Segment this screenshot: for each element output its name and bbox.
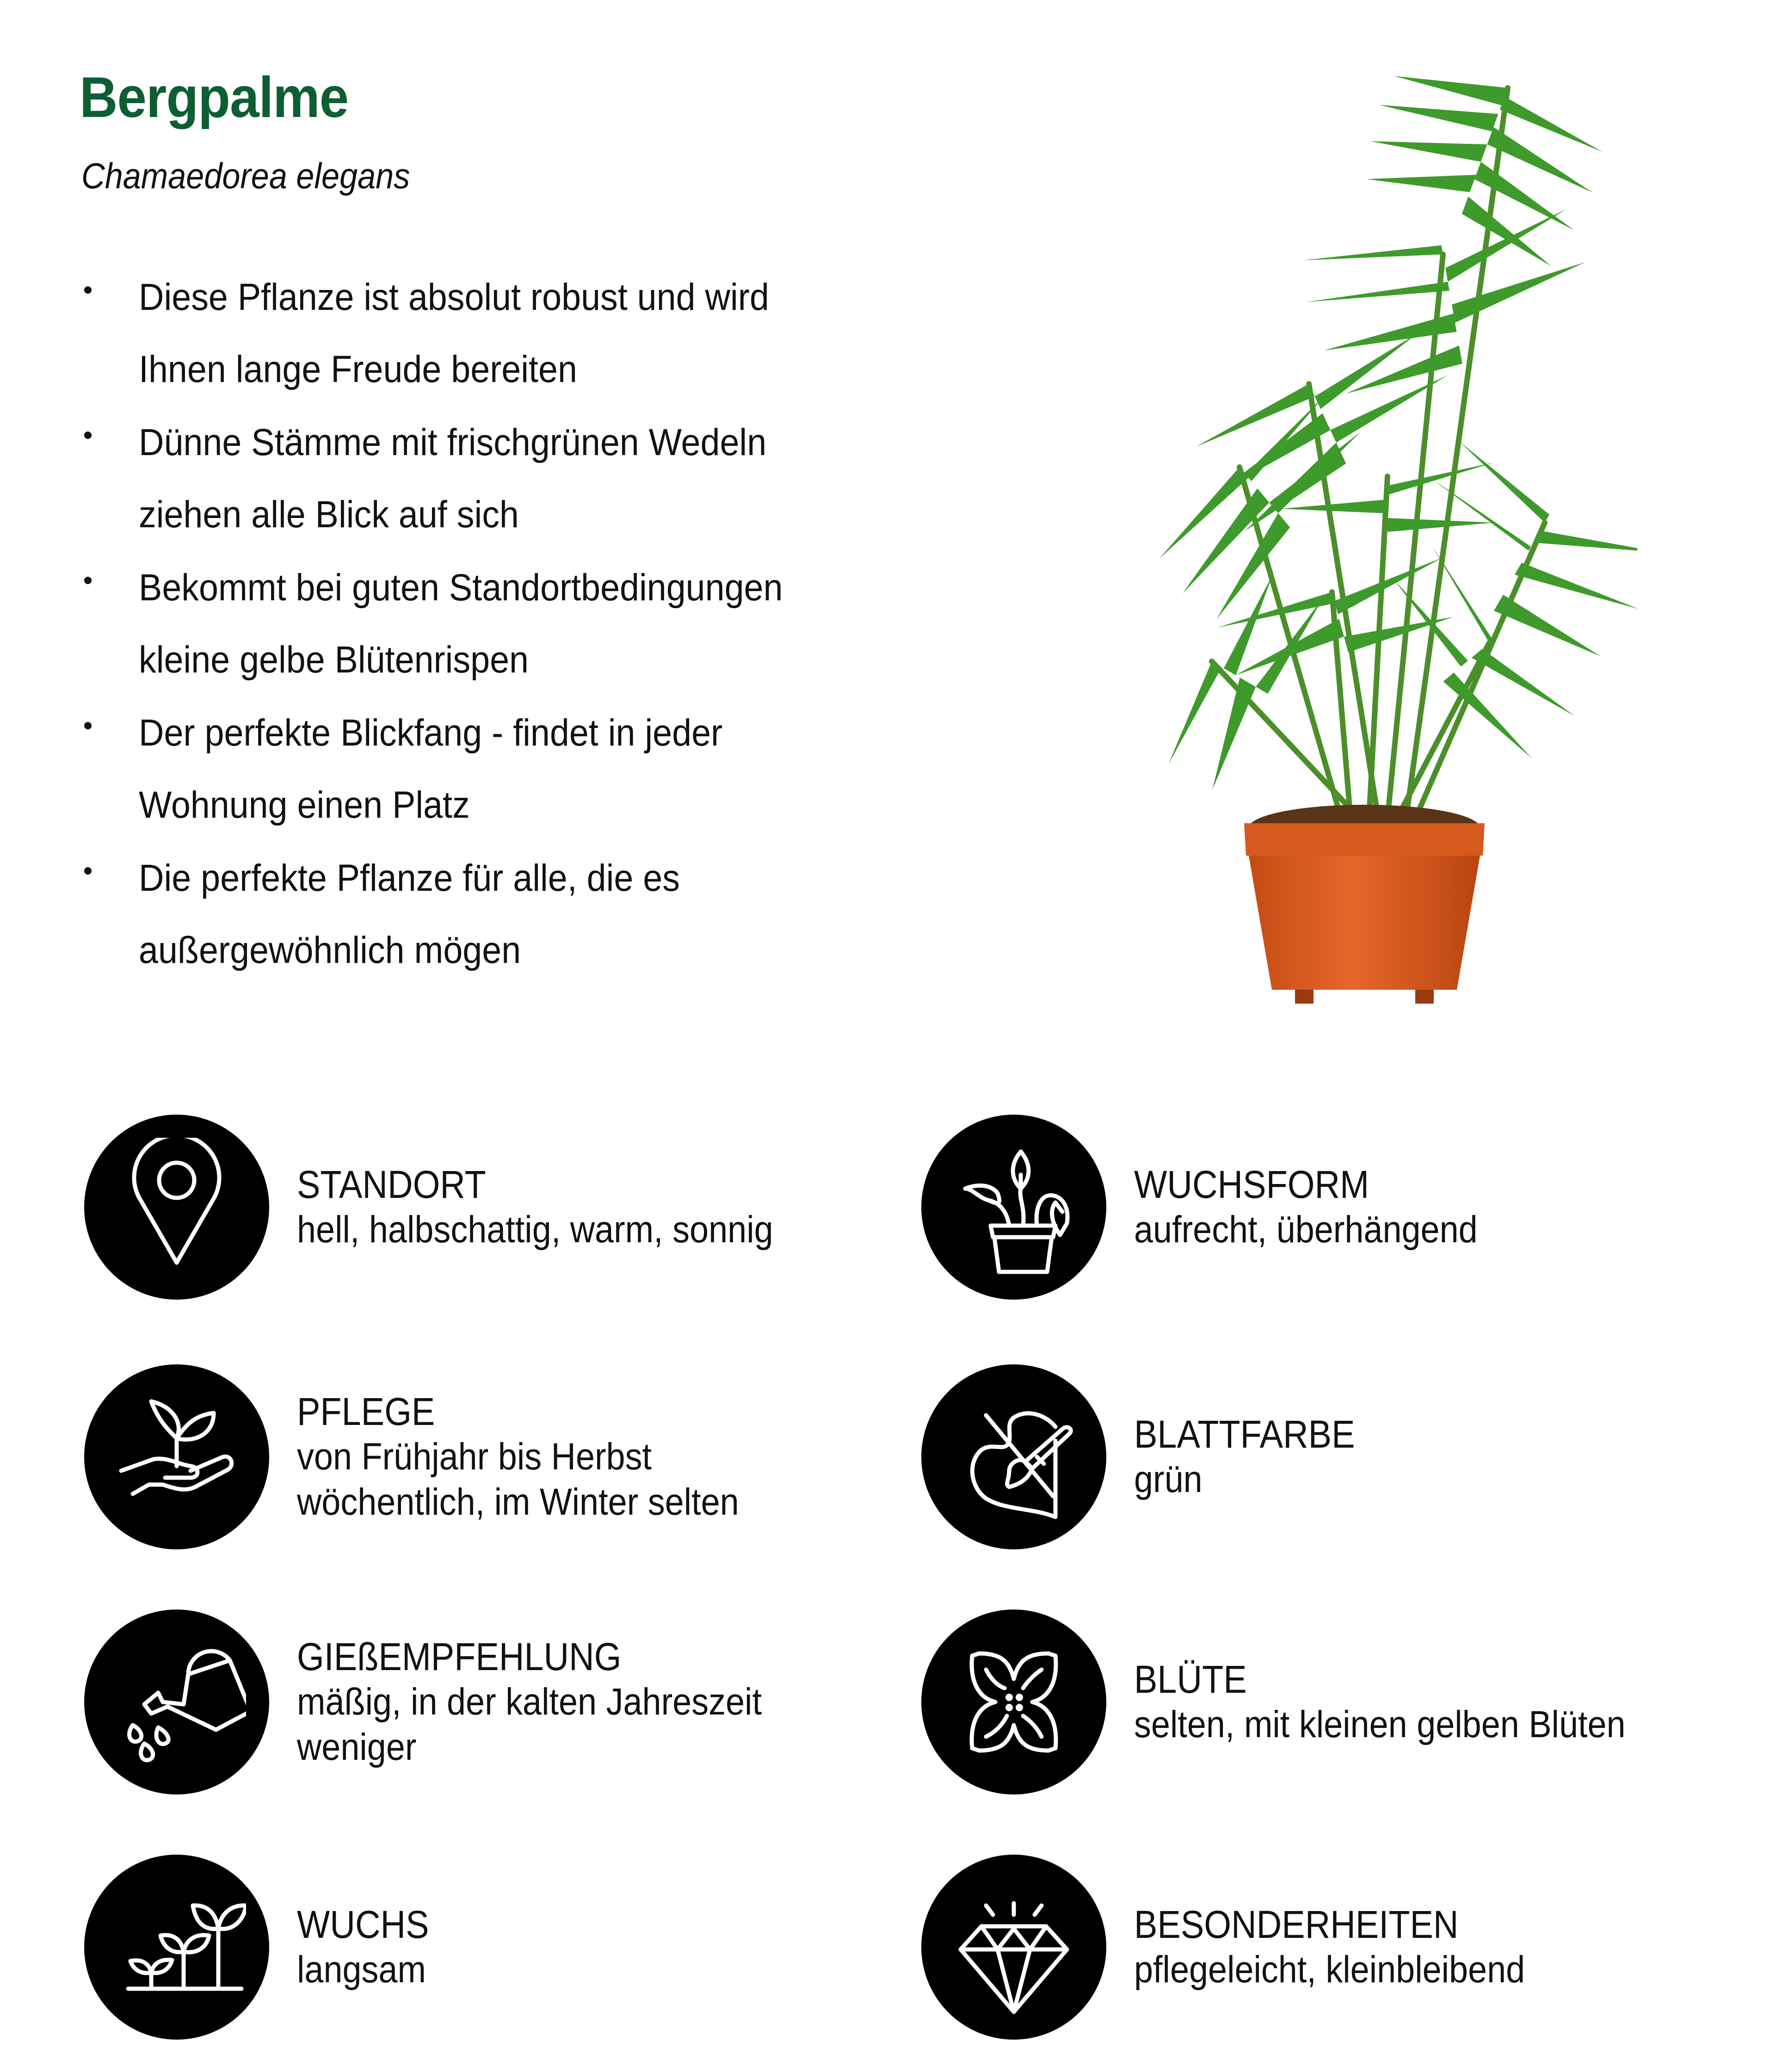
product-title: Bergpalme: [80, 66, 349, 130]
growing-sprouts-icon: [84, 1855, 269, 2040]
latin-name: Chamaedorea elegans: [81, 155, 410, 196]
feature-giessempfehlung: GIEßEMPFEHLUNG mäßig, in der kalten Jahreszeit weniger: [84, 1610, 814, 1794]
flower-icon: [921, 1610, 1106, 1794]
bullet-dot-icon: [84, 722, 92, 729]
feature-bluete: BLÜTE selten, mit kleinen gelben Blüten: [921, 1610, 1680, 1794]
bullet-dot-icon: [84, 867, 92, 875]
bullet-dot-icon: [84, 577, 92, 584]
feature-wuchs: WUCHS langsam: [84, 1855, 444, 2040]
potted-plant-icon: [921, 1115, 1106, 1300]
feature-pflege: PFLEGE von Frühjahr bis Herbst wöchentlich, im Winter selten: [84, 1364, 788, 1549]
leaf-paintbrush-icon: [921, 1364, 1106, 1549]
watering-can-icon: [84, 1610, 269, 1794]
feature-bullet-list: [79, 261, 948, 987]
bullet-item: Der perfekte Blickfang - findet in jeder Wohnung einen Platz: [79, 697, 948, 841]
feature-besonderheiten: BESONDERHEITEN pflegeleicht, kleinbleibend: [921, 1855, 1568, 2040]
bullet-dot-icon: [84, 432, 92, 439]
bullet-item: Die perfekte Pflanze für alle, die es außergewöhnlich mögen: [79, 842, 948, 987]
bullet-dot-icon: [84, 286, 92, 294]
product-image: [1092, 60, 1637, 1031]
bullet-item: Bekommt bei guten Standortbedingungen kleine gelbe Blütenrispen: [79, 552, 948, 696]
feature-blattfarbe: BLATTFARBE grün: [921, 1364, 1380, 1549]
diamond-icon: [921, 1855, 1106, 2040]
bullet-item: Diese Pflanze ist absolut robust und wird Ihnen lange Freude bereiten: [79, 261, 948, 406]
feature-standort: STANDORT hell, halbschattig, warm, sonnig: [84, 1115, 826, 1300]
palm-plant-illustration: [1092, 60, 1637, 1031]
bullet-item: Dünne Stämme mit frischgrünen Wedeln ziehen alle Blick auf sich: [79, 407, 948, 551]
location-pin-icon: [84, 1115, 269, 1300]
feature-wuchsform: WUCHSFORM aufrecht, überhängend: [921, 1115, 1516, 1300]
hand-seedling-icon: [84, 1364, 269, 1549]
